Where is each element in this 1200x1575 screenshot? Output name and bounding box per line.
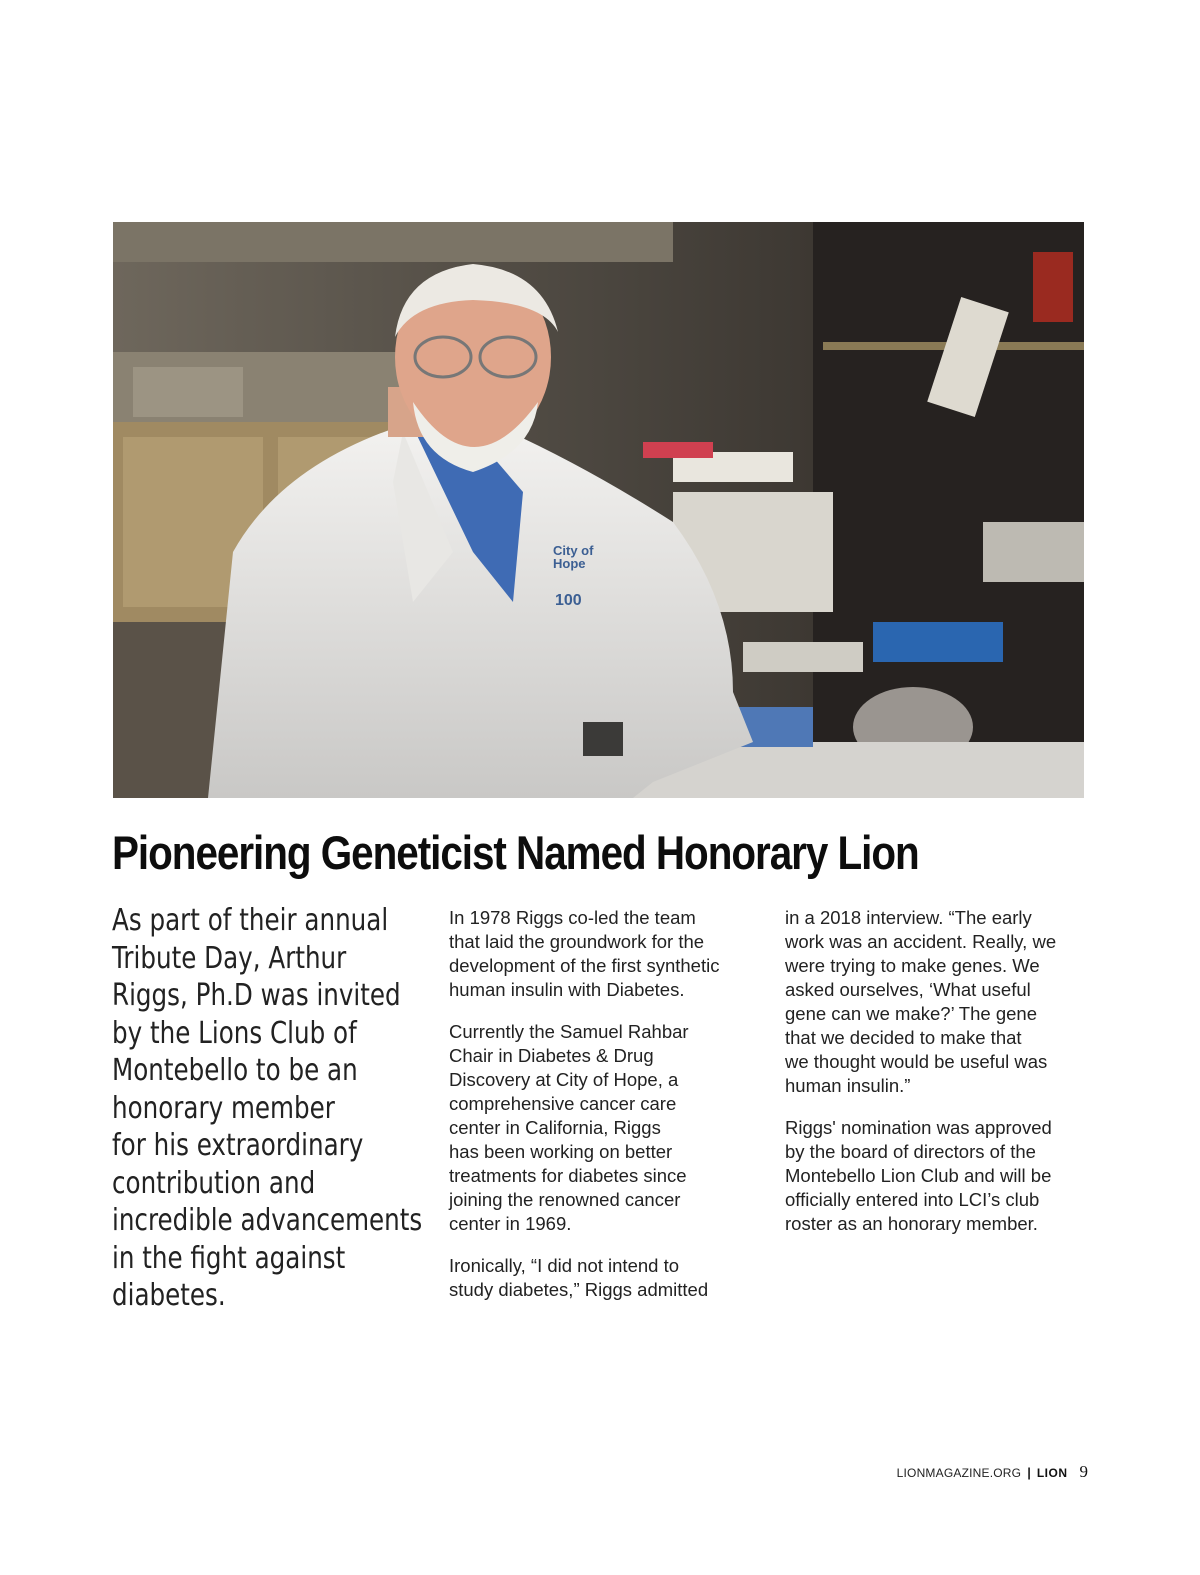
text-line: we thought would be useful was [785, 1051, 1048, 1072]
lede-line: by the Lions Club of [112, 1015, 357, 1051]
footer-brand: LION [1036, 1466, 1068, 1480]
lede-line: contribution and [112, 1165, 316, 1201]
page-number: 9 [1079, 1462, 1088, 1481]
text-line: in a 2018 interview. “The early [785, 907, 1032, 928]
lab-scene-illustration [113, 222, 1084, 798]
text-line: joining the renowned cancer [449, 1189, 681, 1210]
text-line: center in California, Riggs [449, 1117, 661, 1138]
text-line: Ironically, “I did not intend to [449, 1255, 680, 1276]
lede-line: diabetes. [112, 1278, 226, 1313]
text-line: Montebello Lion Club and will be [785, 1165, 1052, 1186]
text-line: has been working on better [449, 1141, 673, 1162]
article-lede [112, 902, 423, 1315]
coat-logo-text: City of Hope [553, 543, 594, 571]
lede-line: in the fight against [112, 1240, 346, 1276]
lede-line: Riggs, Ph.D was invited [112, 978, 401, 1013]
body-column-2 [449, 906, 759, 1320]
text-line: gene can we make?’ The gene [785, 1003, 1037, 1024]
paragraph [449, 906, 759, 1002]
text-line: Riggs' nomination was approved [785, 1117, 1052, 1138]
text-line: human insulin.” [785, 1075, 911, 1096]
text-line: that we decided to make that [785, 1027, 1022, 1048]
footer-site-link[interactable]: LIONMAGAZINE.ORG [896, 1466, 1022, 1480]
text-line: Currently the Samuel Rahbar [449, 1021, 689, 1042]
text-line: officially entered into LCI’s club [785, 1189, 1040, 1210]
text-line: by the board of directors of the [785, 1141, 1036, 1162]
coat-patch [555, 592, 582, 610]
text-line: In 1978 Riggs co-led the team [449, 907, 696, 928]
lede-line: As part of their annual [112, 903, 389, 938]
page-footer [897, 1462, 1088, 1482]
text-line: treatments for diabetes since [449, 1165, 687, 1186]
paragraph [449, 1020, 759, 1236]
text-line: work was an accident. Really, we [785, 931, 1057, 952]
text-line: development of the first synthetic [449, 955, 720, 976]
text-line: comprehensive cancer care [449, 1093, 677, 1114]
footer-separator: | [1027, 1465, 1031, 1480]
text-line: study diabetes,” Riggs admitted [449, 1279, 709, 1300]
paragraph [449, 1254, 759, 1302]
text-line: asked ourselves, ‘What useful [785, 979, 1031, 1000]
lede-line: honorary member [112, 1090, 335, 1126]
lede-line: for his extraordinary [112, 1128, 364, 1163]
text-line: that laid the groundwork for the [449, 931, 705, 952]
text-line: human insulin with Diabetes. [449, 979, 685, 1000]
paragraph [785, 1116, 1095, 1236]
lede-line: Tribute Day, Arthur [112, 940, 347, 976]
text-line: roster as an honorary member. [785, 1213, 1038, 1234]
text-line: Discovery at City of Hope, a [449, 1069, 679, 1090]
coat-patch-text: 100 [555, 592, 582, 609]
body-column-3 [785, 906, 1095, 1254]
lede-line: incredible advancements [112, 1203, 423, 1238]
lede-line: Montebello to be an [112, 1053, 358, 1088]
text-line: center in 1969. [449, 1213, 572, 1234]
text-line: Chair in Diabetes & Drug [449, 1045, 654, 1066]
paragraph [785, 906, 1095, 1098]
feature-photo [113, 222, 1084, 798]
article-headline: Pioneering Geneticist Named Honorary Lion [112, 826, 919, 879]
text-line: were trying to make genes. We [785, 955, 1040, 976]
coat-logo [553, 544, 623, 570]
